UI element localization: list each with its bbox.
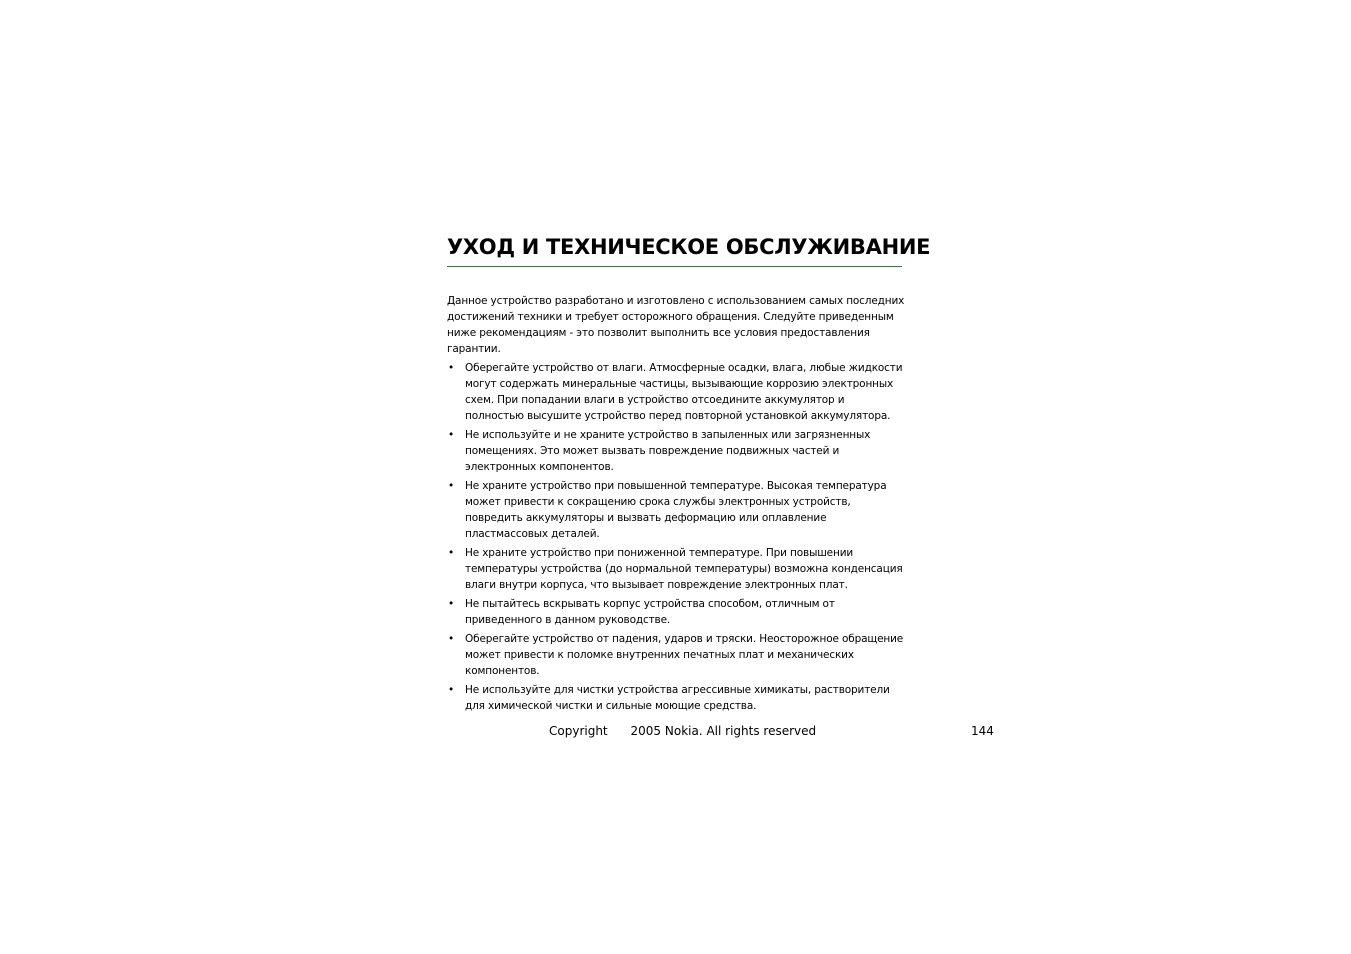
list-item-text: Не пытайтесь вскрывать корпус устройства способом, отличным от приведенного в данном руководстве. (465, 598, 835, 626)
list-item (447, 427, 905, 475)
intro-paragraph: Данное устройство разработано и изготовлено с использованием самых последних достижений техники и требует осторожного обращения. Следуйте приведенным ниже рекомендациям - это позволит выполнить все условия предоставления гарантии. (447, 295, 905, 355)
list-item-text: Не используйте и не храните устройство в запыленных или загрязненных помещениях. Это может вызвать повреждение подвижных частей и электронных компонентов. (465, 429, 871, 473)
list-item-text: Оберегайте устройство от падения, ударов и тряски. Неосторожное обращение может привести к поломке внутренних печатных плат и механических компонентов. (465, 633, 904, 677)
title-underline (447, 266, 902, 267)
list-item-text: Не используйте для чистки устройства агрессивные химикаты, растворители для химической чистки и сильные моющие средства. (465, 684, 890, 712)
list-item (447, 631, 905, 679)
bullet-icon: • (448, 633, 455, 645)
copyright-notice: Copyright 2005 Nokia. All rights reserved (549, 724, 817, 738)
bullet-icon: • (448, 547, 455, 559)
main-content (447, 293, 905, 717)
list-item-text: Не храните устройство при повышенной температуре. Высокая температура может привести к сокращению срока службы электронных устройств, повредить аккумуляторы и вызвать деформацию или оплавление пластмассовых деталей. (465, 480, 887, 540)
page-title: УХОД И ТЕХНИЧЕСКОЕ ОБСЛУЖИВАНИЕ (447, 235, 931, 259)
bullet-icon: • (448, 362, 455, 374)
list-item-text: Оберегайте устройство от влаги. Атмосферные осадки, влага, любые жидкости могут содержать минеральные частицы, вызывающие коррозию электронных схем. При попадании влаги в устройство отсоедините аккумулятор и полностью высушите устройство перед повторной установкой аккумулятора. (465, 362, 903, 422)
bullet-icon: • (448, 684, 455, 696)
bullet-icon: • (448, 429, 455, 441)
list-item (447, 596, 905, 628)
list-item (447, 360, 905, 424)
bullet-icon: • (448, 598, 455, 610)
list-item (447, 545, 905, 593)
list-item (447, 682, 905, 714)
care-list (447, 360, 905, 714)
list-item-text: Не храните устройство при пониженной температуре. При повышении температуры устройства (до нормальной температуры) возможна конденсация влаги внутри корпуса, что вызывает повреждение электронных плат. (465, 547, 903, 591)
page-number: 144 (971, 724, 994, 738)
list-item (447, 478, 905, 542)
bullet-icon: • (448, 480, 455, 492)
